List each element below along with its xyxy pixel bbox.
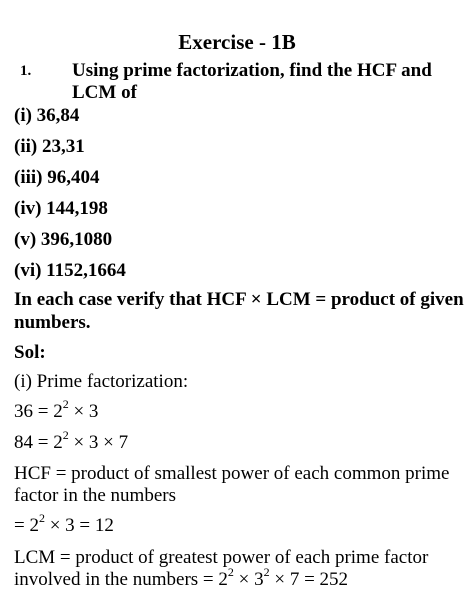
solution-heading: (i) Prime factorization: — [14, 371, 189, 392]
solution-label: Sol: — [14, 342, 46, 363]
factorization-84: $84 = 2^2 \times 3 \times 7$ — [14, 427, 129, 453]
list-item: (i) 36,84 — [14, 105, 80, 126]
question-number: 1. — [20, 63, 32, 79]
hcf-result: = $2^2 \times 3 = 12$ — [14, 510, 114, 536]
list-item: (ii) 23,31 — [14, 136, 85, 157]
list-item: (iv) 144,198 — [14, 198, 108, 219]
list-item: (v) 396,1080 — [14, 229, 113, 250]
hcf-definition: HCF = product of smallest power of each common prime factor in the numbers — [14, 463, 450, 506]
exercise-title: Exercise - 1B — [178, 30, 296, 54]
lcm-definition: LCM = product of greatest power of each prime factor involved in the numbers = $2^2 \times 3^2 \times 7 = 252$ — [14, 547, 429, 590]
verify-instruction: In each case verify that HCF × LCM = product of given numbers. — [14, 289, 464, 333]
factorization-36: $36 = 2^2 \times 3$ — [14, 396, 99, 422]
list-item: (vi) 1152,1664 — [14, 260, 126, 281]
question-text: Using prime factorization, find the HCF and LCM of — [72, 60, 432, 103]
number-pairs-list — [14, 105, 126, 291]
list-item: (iii) 96,404 — [14, 167, 100, 188]
